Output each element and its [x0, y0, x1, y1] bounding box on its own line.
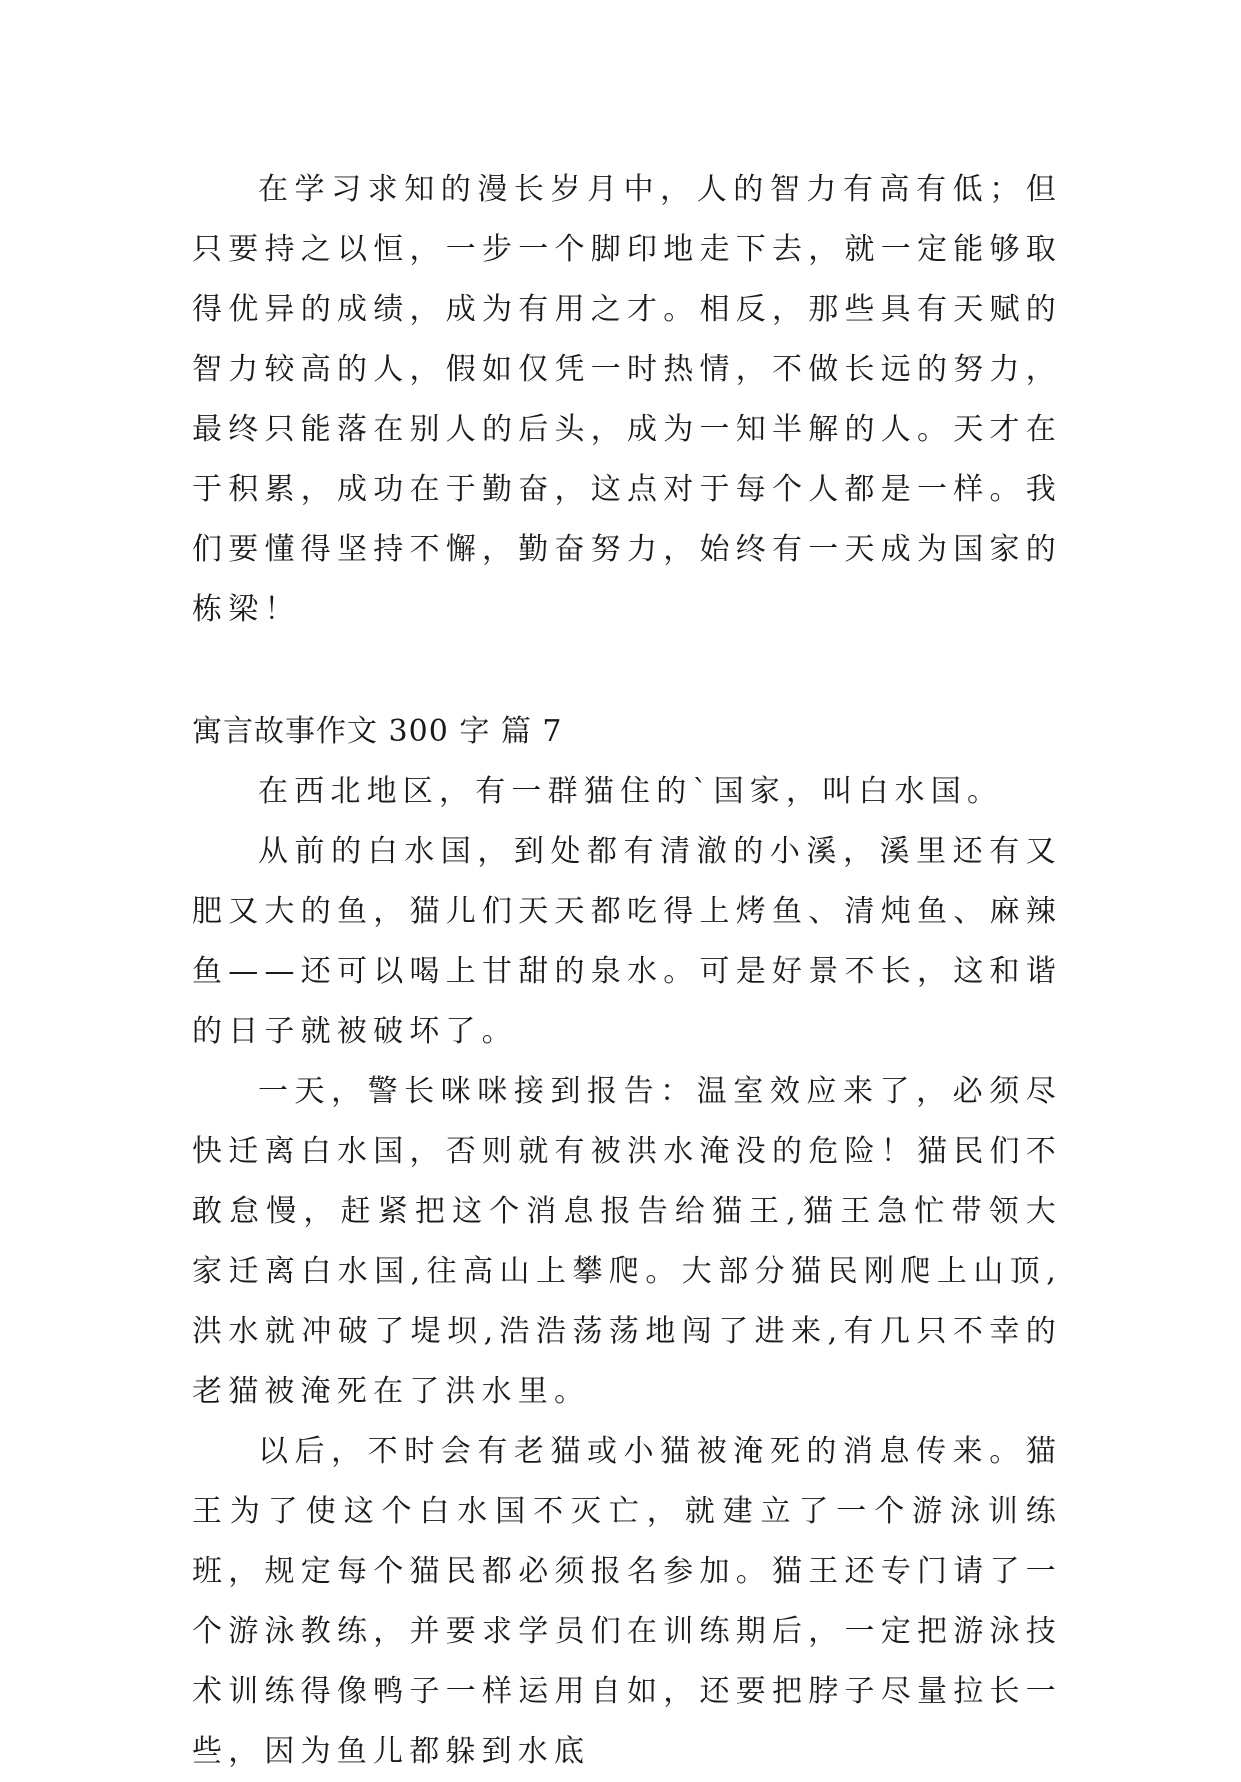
paragraph: 一天，警长咪咪接到报告：温室效应来了，必须尽快迁离白水国，否则就有被洪水淹没的危险！猫民们不敢怠慢，赶紧把这个消息报告给猫王,猫王急忙带领大家迁离白水国,往高山上攀爬。大部分猫民刚爬上山顶,洪水就冲破了堤坝,浩浩荡荡地闯了进来,有几只不幸的老猫被淹死在了洪水里。 — [192, 1074, 1062, 1409]
section-spacer — [192, 640, 1062, 702]
paragraph: 以后，不时会有老猫或小猫被淹死的消息传来。猫王为了使这个白水国不灭亡，就建立了一个游泳训练班，规定每个猫民都必须报名参加。猫王还专门请了一个游泳教练，并要求学员们在训练期后，一定把游泳技术训练得像鸭子一样运用自如，还要把脖子尽量拉长一些，因为鱼儿都躲到水底 — [192, 1434, 1062, 1769]
section-heading: 寓言故事作文 300 字 篇 7 — [192, 714, 563, 749]
document-body — [192, 160, 1062, 1782]
paragraph: 在西北地区，有一群猫住的`国家，叫白水国。 — [258, 774, 1004, 809]
paragraph: 从前的白水国，到处都有清澈的小溪，溪里还有又肥又大的鱼，猫儿们天天都吃得上烤鱼、清炖鱼、麻辣鱼——还可以喝上甘甜的泉水。可是好景不长，这和谐的日子就被破坏了。 — [192, 834, 1062, 1049]
paragraph-intro: 在学习求知的漫长岁月中，人的智力有高有低；但只要持之以恒，一步一个脚印地走下去，就一定能够取得优异的成绩，成为有用之才。相反，那些具有天赋的智力较高的人，假如仅凭一时热情，不做长远的努力，最终只能落在别人的后头，成为一知半解的人。天才在于积累，成功在于勤奋，这点对于每个人都是一样。我们要懂得坚持不懈，勤奋努力，始终有一天成为国家的栋梁！ — [192, 172, 1062, 627]
